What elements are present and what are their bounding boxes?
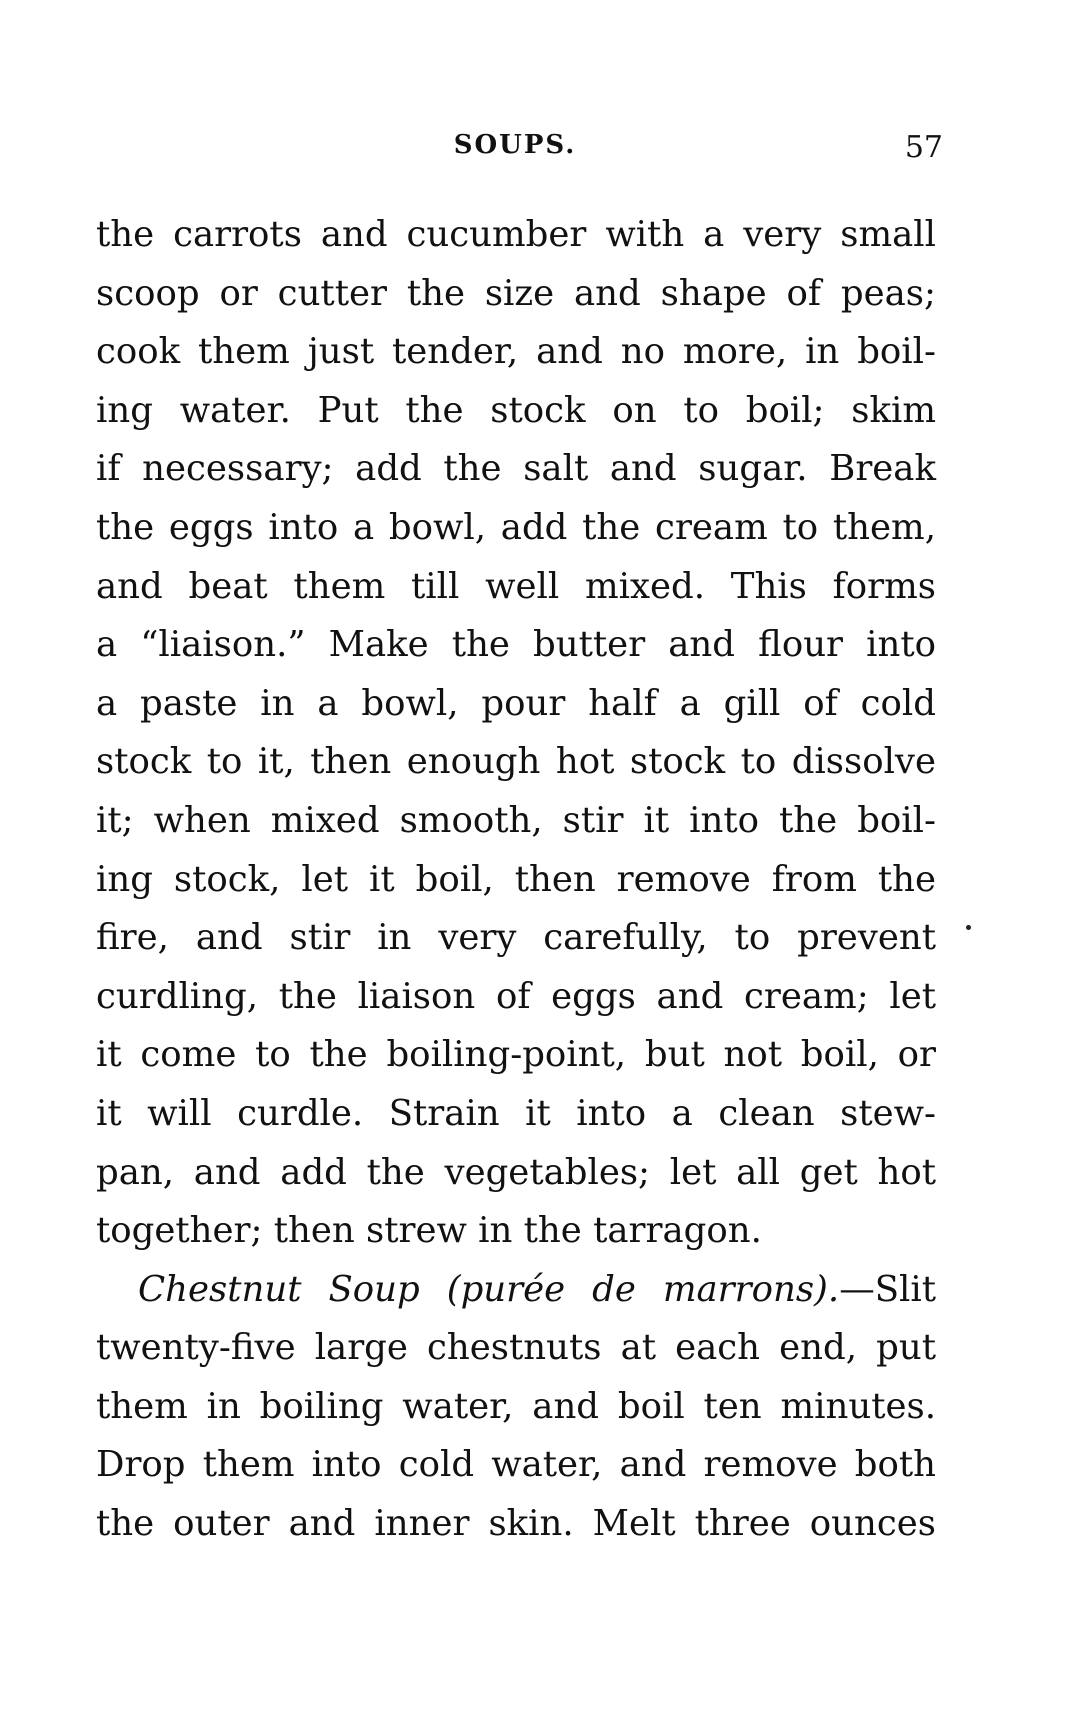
recipe-heading: Chestnut Soup (purée de marrons). — [138, 1268, 840, 1310]
text-line-paragraph-end: together; then strew in the tarragon. — [96, 1210, 762, 1252]
body-text — [96, 206, 936, 1554]
text-line: the eggs into a bowl, add the cream to them, — [96, 506, 936, 548]
text-line: the carrots and cucumber with a very small — [96, 214, 936, 255]
page-number: 57 — [904, 130, 943, 165]
text-line: a “liaison.” Make the butter and flour into — [96, 624, 936, 666]
recipe-heading-continuation: —Slit — [839, 1268, 936, 1310]
running-head — [95, 130, 943, 170]
text-line: fire, and stir in very carefully, to prevent — [96, 917, 936, 959]
text-line: pan, and add the vegetables; let all get hot — [96, 1151, 936, 1193]
text-line: ing stock, let it boil, then remove from the — [96, 858, 936, 900]
text-line: twenty-five large chestnuts at each end, put — [96, 1327, 936, 1369]
text-line: it come to the boiling-point, but not boil, or — [96, 1034, 936, 1076]
chestnut-soup-first-line — [96, 1261, 936, 1320]
text-line: a paste in a bowl, pour half a gill of cold — [96, 682, 936, 724]
section-title: SOUPS. — [453, 130, 577, 160]
text-line: the outer and inner skin. Melt three ounces — [96, 1503, 936, 1545]
text-line: stock to it, then enough hot stock to dissolve — [96, 741, 936, 783]
text-line: if necessary; add the salt and sugar. Break — [96, 448, 936, 490]
text-line: Drop them into cold water, and remove both — [96, 1444, 936, 1486]
text-line: it; when mixed smooth, stir it into the boil- — [96, 799, 936, 841]
text-line: and beat them till well mixed. This forms — [96, 565, 936, 607]
text-line: it will curdle. Strain it into a clean stew- — [96, 1092, 936, 1134]
text-line: scoop or cutter the size and shape of peas; — [96, 272, 936, 314]
print-speck — [966, 925, 971, 930]
text-line: curdling, the liaison of eggs and cream; let — [96, 975, 936, 1017]
text-line: cook them just tender, and no more, in boil- — [96, 331, 936, 373]
text-line: ing water. Put the stock on to boil; skim — [96, 389, 936, 431]
text-line: them in boiling water, and boil ten minutes. — [96, 1385, 936, 1427]
